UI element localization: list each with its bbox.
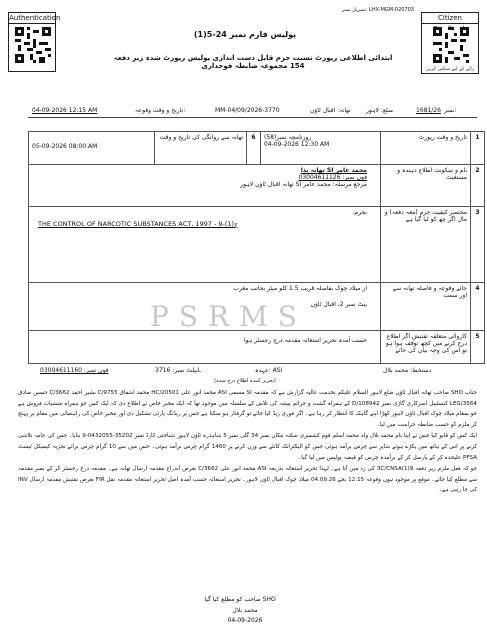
occurrence-time-label: تاریخ و وقت وقوعہ: <box>135 107 186 114</box>
signature-caption: (تحریر کنندہ اطلاع درج شدہ) <box>214 378 276 384</box>
action-cell <box>29 331 381 364</box>
fir-number-label: نمبر: <box>444 107 457 114</box>
authentication-label: Authentication <box>9 14 61 22</box>
footer-signature: محمد بلال <box>232 607 258 614</box>
footer-designation: SHO صاحب کو مطلع کیا گیا <box>204 596 276 603</box>
dispatch-time: 05-09-2026 08:00 AM <box>32 143 98 150</box>
row-number: 1 <box>471 132 485 165</box>
feedback-caption: رائے کے لیے سکین کریں <box>425 66 475 72</box>
table-row <box>29 165 485 207</box>
signatory-name: دستخط: محمد بلال <box>383 367 432 374</box>
complaint-narrative <box>18 388 477 497</box>
location-label: جائے وقوعہ و فاصلہ تھانہ سے اور سمت <box>392 285 467 299</box>
offence-prefix: بجرم: <box>352 209 367 216</box>
footer-date: 04-09-2026 <box>227 617 263 624</box>
complainant-cell <box>29 165 381 207</box>
location-beat: بیٹ نمبر 2، اقبال ٹاؤن <box>310 301 367 308</box>
complainant-label-cell <box>381 165 471 207</box>
dispatch-label: تھانہ سے روانگی کی تاریخ و وقت <box>159 134 243 141</box>
narrative-paragraph: جو کہ فعل ملزم زیر دفعہ 9(1)3C/CNSA کی زد میں آتا ہے۔ لہذا تحریر استغاثہ بذریعہ ASI محمد انور علی C/3662 بغرض اندراج مقدمہ ارسال تھانہ ہے۔ مقدمہ درج رجسٹر کر کے نمبر مقدمہ سے مطلع کیا جائے۔ موقع پر موجود ہوں وقوعہ 12:15 بجے 04.09.26 میلاد چوک اقبال ٹاؤن لاہور۔ تحریر استغاثہ حسب آمدہ اصل تحریر استغاثہ مقدمہ نقل FIR بغرض تفتیش مقدمہ ارسال INV کی جا رہی ہے۔ <box>18 466 477 494</box>
row-number: 6 <box>247 132 261 165</box>
complainant-address: مرجع مرسلہ: محمد عامر SI تھانہ اقبال ٹاؤن لاہور <box>240 181 367 188</box>
dispatch-label-cell <box>155 132 247 165</box>
district: ضلع: لاہور <box>366 107 394 114</box>
offence-label-cell <box>381 207 471 283</box>
row-number: 2 <box>471 165 485 207</box>
qr-code-icon <box>433 27 469 63</box>
table-row <box>29 207 485 283</box>
fir-number: 1681/26 <box>416 107 441 114</box>
header-divider <box>28 117 477 118</box>
occurrence-time: 04-09-2026 12:15 AM <box>32 107 98 114</box>
form-title: پولیس فارم نمبر 24-5(1) <box>193 30 297 39</box>
row-number: 5 <box>471 331 485 364</box>
police-station: تھانہ: اقبال ٹاؤن <box>310 107 351 114</box>
reference-code: MM-04/09/2026-3770 <box>215 107 280 114</box>
watermark: PSRMS <box>150 300 307 333</box>
dispatch-time-cell <box>29 132 155 165</box>
location-label-cell <box>381 283 471 331</box>
row-number: 3 <box>471 207 485 283</box>
narrative-paragraph: جناب SHO صاحب تھانہ اقبال ٹاؤن ضلع لاہور السلام علیکم بخدمت عالیہ گزارش ہے کہ مقدمہ SI مسمی ASI محمد انور علی HC/20501 محمد اشفاق C/9755 بشیر احمد C/3662 حسین صادق 3564/LEG کنسٹیبل اسرکاری گاڑی نمبر D/108942 کے ہمراہ گشت و جرائم پیشہ کی تلاش کے سلسلہ میں موجود تھا کہ ایک مخبر خاص نے اطلاع دی کہ ایک کس جو ہمراہ منشیات فروش ہے جو بمقام میلاد چوک اقبال ٹاؤن لاہور کھڑا اپنے گاہک کا انتظار کر رہا ہے۔ اگر فوری ریڈ کیا جائے تو گرفتار ہو سکتا ہے جس پر ریڈنگ پارٹی تشکیل دی اور مخبر خاص کی راہنمائی میں مقام پر پہنچ کر ملزم کو حسب ضابطہ حراست میں لیا۔ <box>18 390 477 428</box>
diary-number: روزنامچہ نمبر(58) <box>264 134 312 141</box>
report-time-cell <box>261 132 381 165</box>
form-subtitle: ابتدائی اطلاعی رپورٹ نسبت جرم قابل دست اندازی پولیس رپورٹ شدہ زیر دفعہ 154 مجموعہ ضابطہ فوجداری <box>113 54 393 70</box>
complainant-name: محمد عامر SI تھانہ بذا <box>300 167 367 174</box>
row-number: 4 <box>471 283 485 331</box>
table-row <box>29 132 485 165</box>
signatory-rank: عہدہ: ASI <box>255 367 283 374</box>
table-row <box>29 331 485 364</box>
action-label: کاروائی متعلقہ تفتیش اگر اطلاع درج کرنے میں کچھ توقف ہوا ہو تو اس کی وجہ بیان کی جائے <box>385 333 467 354</box>
citizen-feedback-qr <box>421 12 479 74</box>
serial-number: سیریل نمبر: LHX-MGM-020703 <box>342 7 414 13</box>
offence-cell <box>29 207 381 283</box>
action-label-cell <box>381 331 471 364</box>
offence-label: مختصر کیفیت جرم (معہ دفعہ) و مال اگر چھ کو لیا گیا ہے <box>384 209 467 223</box>
complainant-phone: فون نمبر: 03004611126 <box>298 174 367 181</box>
citizen-feedback-label: Citizen <box>422 13 478 24</box>
report-label-cell <box>381 132 471 165</box>
report-time: 04-09-2026 12:30 AM <box>264 141 330 148</box>
report-label: تاریخ و وقت رپورٹ <box>418 134 467 141</box>
complainant-label: نام و سکونت اطلاع دہندہ و مستغیث <box>397 167 467 181</box>
qr-code-icon <box>15 27 51 63</box>
authentication-qr <box>8 12 61 72</box>
action-taken: حسب آمدہ تحریر استغاثہ مقدمہ درج رجسٹر ہوا <box>243 337 367 344</box>
offence-act: THE CONTROL OF NARCOTIC SUBSTANCES ACT, 1997 - 9-(1)ج <box>38 220 239 228</box>
location-direction: از میلاد چوک بفاصلہ قریب 1.5 کلو میٹر بجانب مغرب <box>233 285 367 292</box>
signatory-belt: بیلٹ نمبر: 3716L <box>155 367 202 374</box>
signatory-phone: فون نمبر: 03004611160 <box>40 367 109 374</box>
narrative-paragraph: ایک کس کو قابو کیا جس نے اپنا نام محمد بلال ولد محمد اسلم قوم کشمیری سکنہ مکان نمبر 34 گلی نمبر 5 شاہدرہ ٹاؤن لاہور شناختی کارڈ نمبر 35202-0432055-9 بتایا۔ جس کی جامہ تلاشی کرنے پر اس کے ہاتھ میں پکڑے ہوئے شاپر سے چرس برآمد ہوئی جس کو الیکٹرانک کانٹے سے وزن کرنے پر 1460 گرام چرس برآمد ہوئی۔ جس میں سے 10 گرام چرس برائے تجزیہ کیمیکل ٹیسٹ PFSA علیحدہ کر کے پارسل کر کے برآمدہ چرس کو قبضہ پولیس میں لیا گیا۔ <box>18 433 477 461</box>
